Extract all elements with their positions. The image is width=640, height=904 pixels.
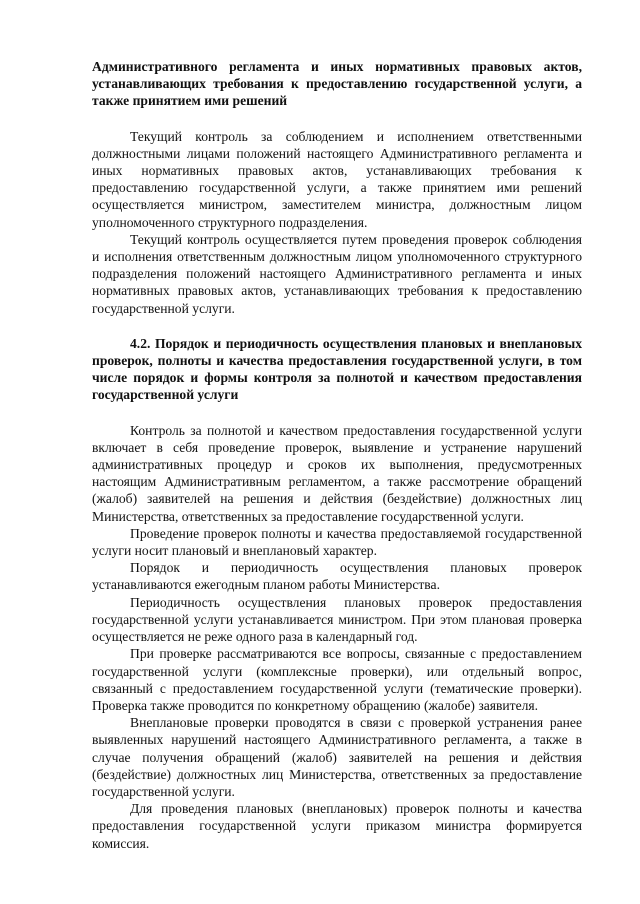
heading-continuation: Административного регламента и иных нормативных правовых актов, устанавливающих требования к предоставлению государственной услуги, а также принятием ими решений bbox=[92, 59, 582, 109]
paragraph: Порядок и периодичность осуществления плановых проверок устанавливаются ежегодным планом работы Министерства. bbox=[92, 560, 582, 593]
paragraph: Текущий контроль за соблюдением и исполнением ответственными должностными лицами положений настоящего Административного регламента и иных нормативных правовых актов, устанавливающих требования к предоставлению государственной услуги, а также принятием ими решений осуществляется министром, заместителем министра, должностным лицом уполномоченного структурного подразделения. bbox=[92, 128, 582, 230]
paragraph: Проведение проверок полноты и качества предоставляемой государственной услуги носит плановый и внеплановый характер. bbox=[92, 525, 582, 559]
paragraph: Контроль за полнотой и качеством предоставления государственной услуги включает в себя проведение проверок, выявление и устранение нарушений административных процедур и сроков их выполнения, предусмотренных настоящим Административным регламентом, а также рассмотрение обращений (жалоб) заявителей на решения и действия (бездействие) должностных лиц Министерства, ответственных за предоставление государственной услуги. bbox=[92, 422, 582, 524]
paragraph: Для проведения плановых (внеплановых) проверок полноты и качества предоставления государственной услуги приказом министра формируется комиссия. bbox=[92, 801, 582, 851]
section-heading-4-2: 4.2. Порядок и периодичность осуществления плановых и внеплановых проверок, полноты и качества предоставления государственной услуги, в том числе порядок и формы контроля за полнотой и качеством предоставления государственной услуги bbox=[92, 335, 582, 403]
paragraph: Внеплановые проверки проводятся в связи с проверкой устранения ранее выявленных нарушений настоящего Административного регламента, а также в случае получения обращений (жалоб) заявителей на решения и действия (бездействие) должностных лиц Министерства, ответственных за предоставление государственной услуги. bbox=[92, 715, 582, 799]
paragraph: Текущий контроль осуществляется путем проведения проверок соблюдения и исполнения ответственным должностным лицом уполномоченного структурного подразделения положений настоящего Административного регламента и иных нормативных правовых актов, устанавливающих требования к предоставлению государственной услуги. bbox=[92, 231, 582, 316]
paragraph: Периодичность осуществления плановых проверок предоставления государственной услуги устанавливается министром. При этом плановая проверка осуществляется не реже одного раза в календарный год. bbox=[92, 594, 582, 645]
paragraph-block-quality-control bbox=[92, 422, 582, 852]
paragraph: При проверке рассматриваются все вопросы, связанные с предоставлением государственной услуги (комплексные проверки), или отдельный вопрос, связанный с предоставлением государственной услуги (тематические проверки). Проверка также проводится по конкретному обращению (жалобе) заявителя. bbox=[92, 646, 582, 713]
paragraph-block-current-control bbox=[92, 128, 582, 317]
